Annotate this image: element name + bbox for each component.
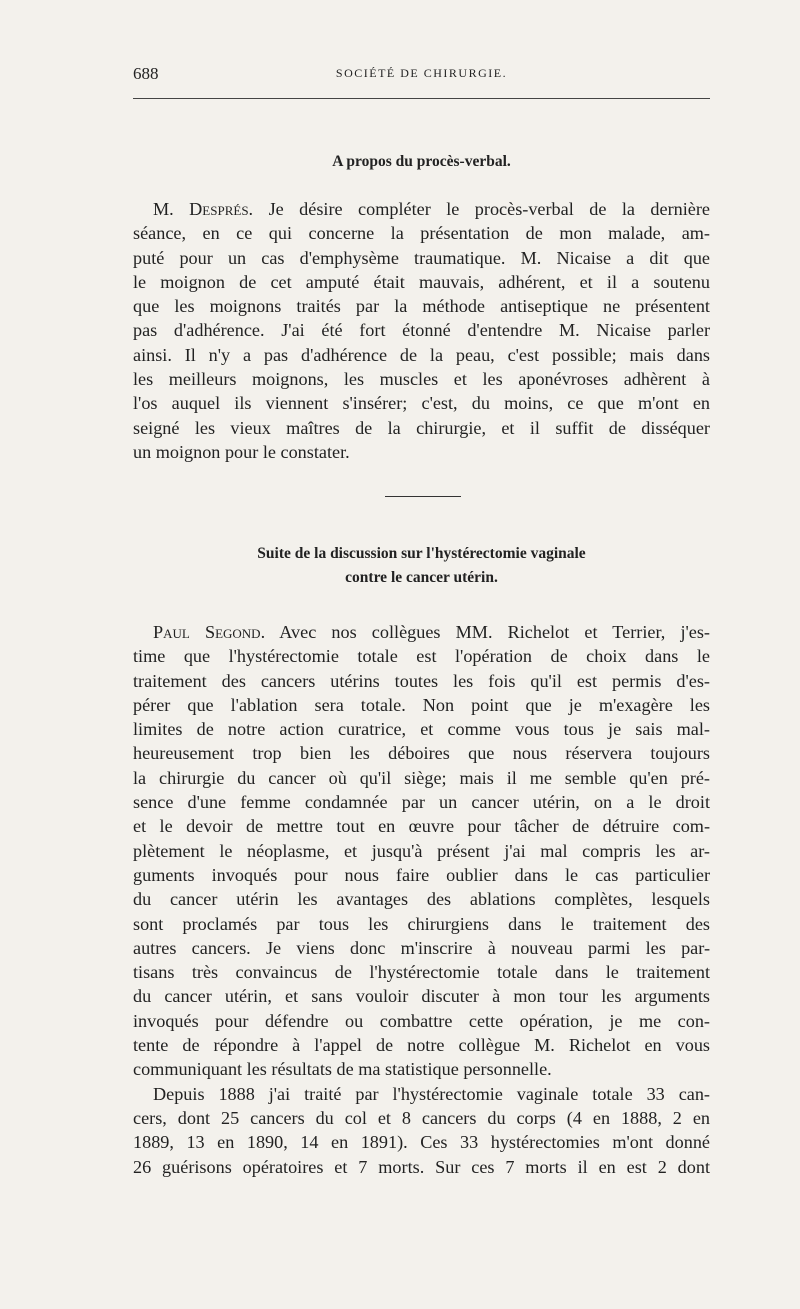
page-number: 688	[133, 64, 159, 83]
text-line: 26 guérisons opératoires et 7 morts. Sur ces 7 morts il en est 2 dont	[133, 1156, 710, 1177]
section-title-proces-verbal: A propos du procès-verbal.	[332, 153, 511, 170]
text-line: tente de répondre à l'appel de notre collègue M. Richelot en vous	[133, 1035, 710, 1056]
text-line: la chirurgie du cancer où qu'il siège; mais il me semble qu'en pré-	[133, 767, 710, 788]
text-line: heureusement trop bien les déboires que nous réservera toujours	[133, 743, 710, 764]
text-line: communiquant les résultats de ma statistique personnelle.	[133, 1059, 552, 1080]
text-line: guments invoqués pour nous faire oublier dans le cas particulier	[133, 864, 710, 885]
section-title-hysterectomie	[133, 542, 710, 590]
text-line: Depuis 1888 j'ai traité par l'hystérectomie vaginale totale 33 can-	[153, 1083, 710, 1104]
text-line: traitement des cancers utérins toutes les fois qu'il est permis d'es-	[133, 670, 710, 691]
text-line: un moignon pour le constater.	[133, 441, 350, 462]
speaker-name: Paul Segond.	[153, 622, 266, 642]
text-line: séance, en ce qui concerne la présentation de mon malade, am-	[133, 223, 710, 244]
text-line: les meilleurs moignons, les muscles et les aponévroses adhèrent à	[133, 369, 710, 390]
text-line: limites de notre action curatrice, et comme vous tous je sais mal-	[133, 719, 710, 740]
text-line: que les moignons traités par la méthode antiseptique ne présentent	[133, 296, 710, 317]
text-line: pas d'adhérence. J'ai été fort étonné d'entendre M. Nicaise parler	[133, 320, 710, 341]
page-header	[133, 64, 710, 88]
text-line: l'os auquel ils viennent s'insérer; c'est, du moins, ce que m'ont en	[133, 393, 710, 414]
text-line: Paul Segond. Avec nos collègues MM. Richelot et Terrier, j'es-	[153, 622, 710, 642]
paragraph-despres	[133, 197, 710, 464]
text-line: autres cancers. Je viens donc m'inscrire à nouveau parmi les par-	[133, 937, 710, 958]
text-line: 1889, 13 en 1890, 14 en 1891). Ces 33 hystérectomies m'ont donné	[133, 1132, 710, 1153]
header-rule	[133, 98, 710, 99]
text-line: puté pour un cas d'emphysème traumatique. M. Nicaise a dit que	[133, 247, 710, 268]
running-head: SOCIÉTÉ DE CHIRURGIE.	[335, 66, 508, 80]
text-line: et le devoir de mettre tout en œuvre pour tâcher de détruire com-	[133, 816, 710, 837]
text-line: du cancer utérin les avantages des ablations complètes, lesquels	[133, 889, 710, 910]
paragraph-segond	[133, 620, 710, 1179]
title-line: contre le cancer utérin.	[345, 569, 498, 586]
text-line: time que l'hystérectomie totale est l'opération de choix dans le	[133, 646, 710, 667]
text-line: sont proclamés par tous les chirurgiens dans le traitement des	[133, 913, 710, 934]
text-line: du cancer utérin, et sans vouloir discuter à mon tour les arguments	[133, 986, 710, 1007]
text-line: cers, dont 25 cancers du col et 8 cancers du corps (4 en 1888, 2 en	[133, 1107, 710, 1128]
text-line: invoqués pour défendre ou combattre cette opération, je me con-	[133, 1010, 710, 1031]
title-line: Suite de la discussion sur l'hystérectomie vaginale	[257, 545, 586, 562]
text-line: M. Després. Je désire compléter le procès-verbal de la dernière	[153, 199, 710, 219]
text-line: le moignon de cet amputé était mauvais, adhérent, et il a soutenu	[133, 271, 710, 292]
text-line: plètement le néoplasme, et jusqu'à présent j'ai mal compris les ar-	[133, 840, 710, 861]
text-line: ainsi. Il n'y a pas d'adhérence de la peau, c'est possible; mais dans	[133, 344, 710, 365]
text-line: seigné les vieux maîtres de la chirurgie, et il suffit de disséquer	[133, 417, 710, 438]
text-line: tisans très convaincus de l'hystérectomie totale dans le traitement	[133, 962, 710, 983]
speaker-name: M. Després.	[153, 199, 254, 219]
section-divider	[385, 496, 461, 497]
text-line: sence d'une femme condamnée par un cancer utérin, on a le droit	[133, 792, 710, 813]
text-line: pérer que l'ablation sera totale. Non point que je m'exagère les	[133, 694, 710, 715]
